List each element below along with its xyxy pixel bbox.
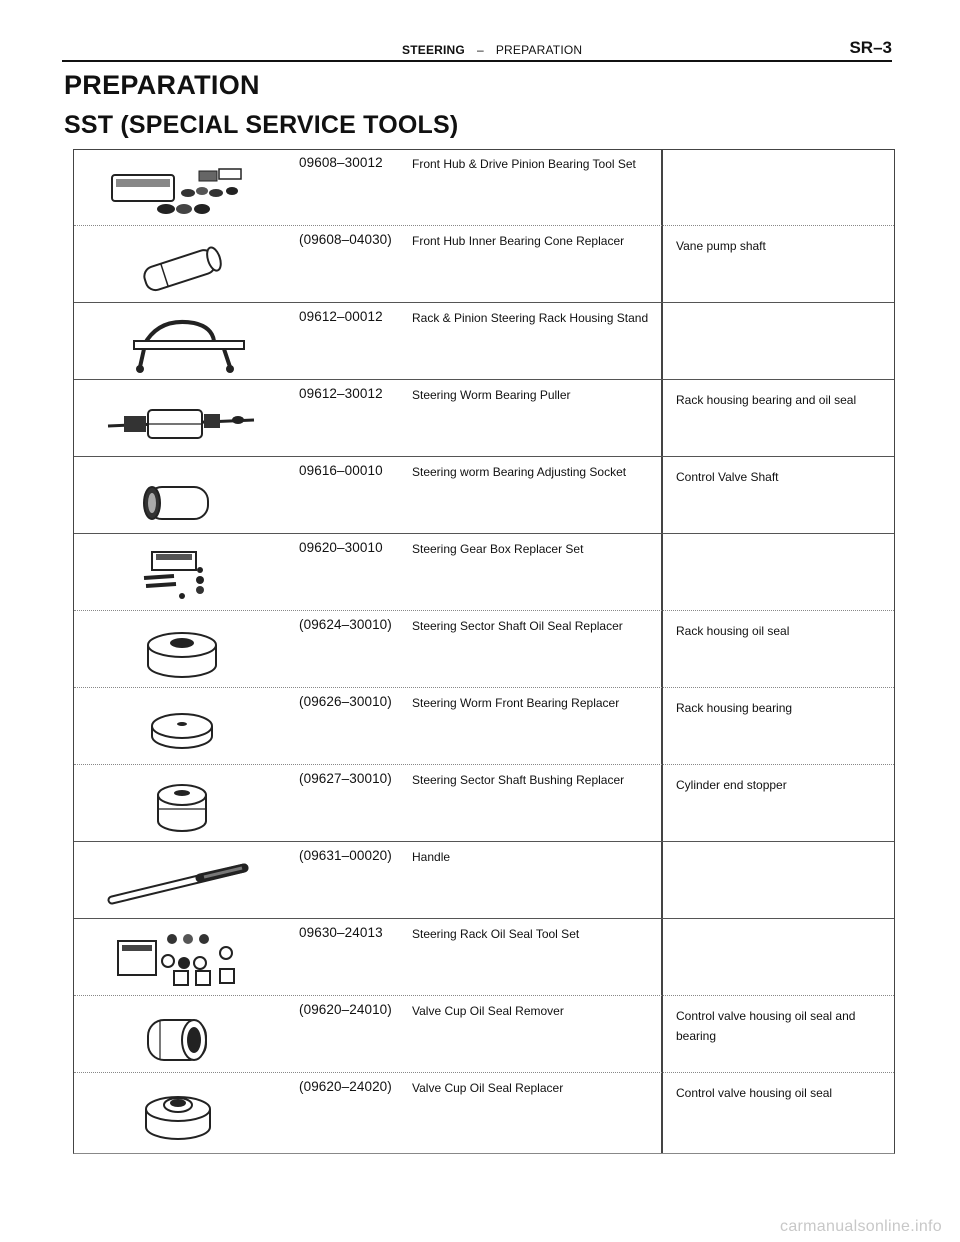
tool-name: Front Hub Inner Bearing Cone Replacer: [412, 234, 625, 248]
tool-part-number: (09620–24010): [299, 1002, 392, 1017]
tool-usage: Vane pump shaft: [676, 239, 766, 253]
tool-name: Handle: [412, 850, 451, 864]
table-row: [74, 534, 894, 611]
header-subsection: PREPARATION: [495, 43, 583, 57]
table-row: [74, 765, 894, 842]
table-row: [74, 226, 894, 303]
tool-name: Steering Sector Shaft Oil Seal Replacer: [412, 619, 623, 633]
tool-usage: Rack housing bearing and oil seal: [676, 393, 857, 407]
table-row: [74, 380, 894, 457]
tool-part-number: (09627–30010): [299, 771, 392, 786]
page-header: [62, 38, 892, 61]
bearing-replacer-icon: [104, 694, 264, 760]
bushing-replacer-icon: [104, 771, 264, 837]
table-row: [74, 1073, 894, 1150]
housing-stand-icon: [104, 309, 264, 375]
page-subtitle: SST (SPECIAL SERVICE TOOLS): [64, 111, 459, 139]
tube-replacer-icon: [104, 232, 264, 298]
table-row: [74, 919, 894, 996]
table-row: [74, 303, 894, 380]
tool-name: Valve Cup Oil Seal Replacer: [412, 1081, 564, 1095]
page-number: SR–3: [849, 38, 892, 57]
header-section: STEERING: [402, 43, 465, 57]
table-row: [74, 149, 894, 226]
table-row: [74, 688, 894, 765]
tool-name: Valve Cup Oil Seal Remover: [412, 1004, 564, 1018]
tool-part-number: 09616–00010: [299, 463, 383, 478]
table-row: [74, 996, 894, 1073]
tool-usage: Rack housing bearing: [676, 701, 793, 715]
adjusting-socket-icon: [104, 463, 264, 529]
oil-seal-replacer-icon: [104, 617, 264, 683]
tool-set-case-icon: [104, 155, 264, 221]
bearing-puller-icon: [104, 386, 264, 452]
tool-part-number: (09608–04030): [299, 232, 392, 247]
tool-part-number: (09631–00020): [299, 848, 392, 863]
handle-icon: [104, 848, 264, 914]
sst-table: [73, 149, 895, 1154]
tool-usage: Control Valve Shaft: [676, 470, 779, 484]
tool-usage: Rack housing oil seal: [676, 624, 790, 638]
header-breadcrumb: [402, 43, 582, 57]
tool-usage: Control valve housing oil seal and bearing: [676, 1009, 856, 1043]
tool-name: Steering Worm Front Bearing Replacer: [412, 696, 620, 710]
tool-part-number: 09612–00012: [299, 309, 383, 324]
tool-part-number: 09612–30012: [299, 386, 383, 401]
tool-usage: Control valve housing oil seal: [676, 1086, 833, 1100]
tool-name: Front Hub & Drive Pinion Bearing Tool Set: [412, 157, 636, 171]
watermark: carmanualsonline.info: [780, 1218, 942, 1235]
table-row: [74, 457, 894, 534]
tool-usage: Cylinder end stopper: [676, 778, 787, 792]
page-title: PREPARATION: [64, 70, 260, 100]
tool-part-number: (09626–30010): [299, 694, 392, 709]
tool-name: Steering Worm Bearing Puller: [412, 388, 571, 402]
tool-name: Steering worm Bearing Adjusting Socket: [412, 465, 627, 479]
oil-seal-tool-set-icon: [104, 925, 264, 991]
tool-name: Steering Sector Shaft Bushing Replacer: [412, 773, 625, 787]
tool-name: Rack & Pinion Steering Rack Housing Stand: [412, 311, 649, 325]
oil-seal-remover-icon: [104, 1002, 264, 1068]
header-rule: [62, 60, 892, 62]
table-row: [74, 842, 894, 919]
table-row: [74, 611, 894, 688]
tool-name: Steering Gear Box Replacer Set: [412, 542, 584, 556]
tool-part-number: (09620–24020): [299, 1079, 392, 1094]
tool-part-number: 09630–24013: [299, 925, 383, 940]
tool-part-number: 09608–30012: [299, 155, 383, 170]
replacer-set-icon: [104, 540, 264, 606]
valve-cup-replacer-icon: [104, 1079, 264, 1145]
tool-name: Steering Rack Oil Seal Tool Set: [412, 927, 580, 941]
tool-part-number: 09620–30010: [299, 540, 383, 555]
tool-part-number: (09624–30010): [299, 617, 392, 632]
header-separator: –: [476, 43, 484, 57]
